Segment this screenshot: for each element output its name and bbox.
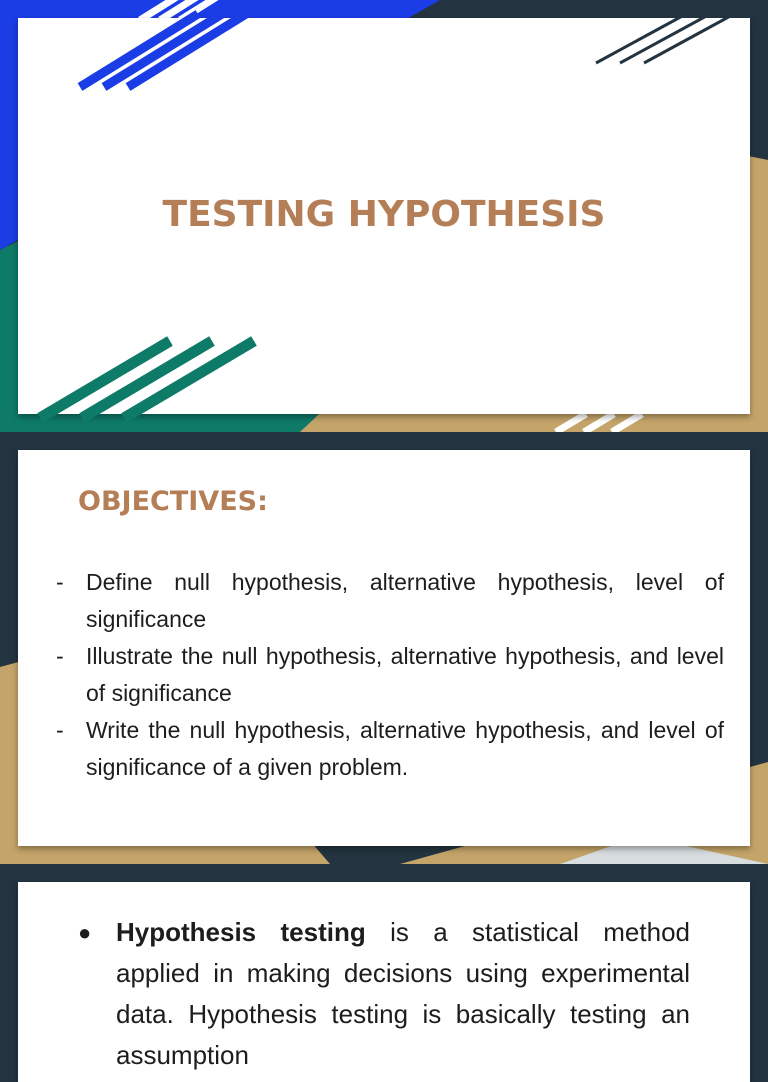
title-slide: [0, 0, 768, 432]
bullet-marker: ●: [78, 920, 92, 945]
objective-item: [56, 712, 724, 786]
title-card: [18, 18, 750, 414]
definition-slide: [0, 864, 768, 1070]
objective-item: [56, 564, 724, 638]
slide-title: TESTING HYPOTHESIS: [162, 194, 606, 235]
dash-marker: -: [56, 569, 64, 595]
objectives-card: [18, 450, 750, 846]
objective-item: [56, 638, 724, 712]
dash-marker: -: [56, 643, 64, 669]
definition-paragraph: [78, 912, 690, 1076]
objective-text: Write the null hypothesis, alternative hypothesis, and level of significance of a given problem.: [86, 717, 724, 780]
objective-text: Illustrate the null hypothesis, alternative hypothesis, and level of significance: [86, 643, 724, 706]
definition-term: Hypothesis testing: [116, 917, 366, 947]
objectives-slide: [0, 432, 768, 864]
objective-text: Define null hypothesis, alternative hypothesis, level of significance: [86, 569, 724, 632]
dash-marker: -: [56, 717, 64, 743]
definition-card: [18, 882, 750, 1082]
definition-body: is a statistical method applied in making decisions using experimental data. Hypothesis testing is basically testing an assumption: [116, 917, 690, 1070]
objectives-list: [56, 564, 724, 786]
definition-text: [116, 912, 690, 1076]
objectives-heading: OBJECTIVES:: [78, 486, 268, 517]
